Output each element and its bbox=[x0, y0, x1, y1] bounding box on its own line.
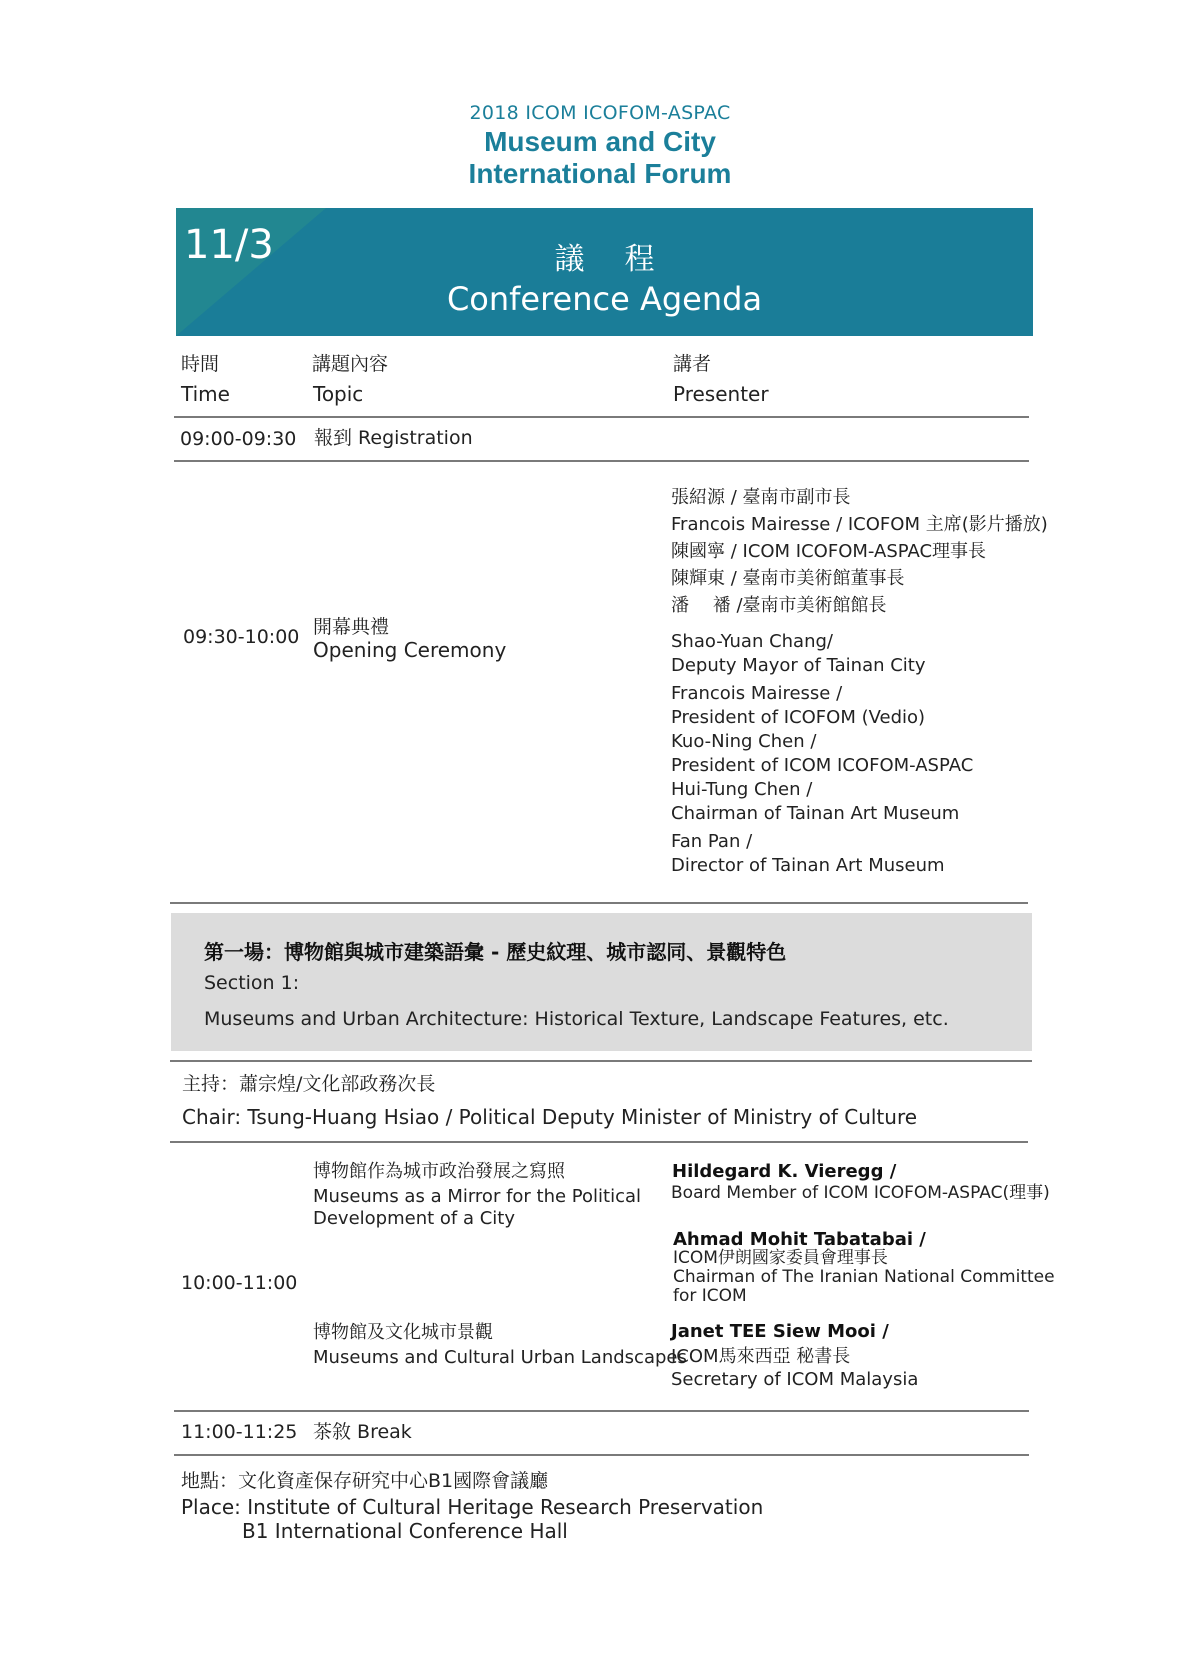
banner-date: 11/3 bbox=[184, 222, 274, 268]
divider bbox=[174, 460, 1029, 462]
break-time: 11:00-11:25 bbox=[181, 1421, 298, 1443]
presenter-2-role-en2: for ICOM bbox=[673, 1286, 747, 1306]
session-time: 10:00-11:00 bbox=[181, 1272, 298, 1294]
registration-time: 09:00-09:30 bbox=[180, 428, 297, 450]
chair-zh: 主持：蕭宗煌/文化部政務次長 bbox=[182, 1073, 436, 1095]
divider bbox=[170, 1060, 1032, 1062]
registration-topic: 報到 Registration bbox=[314, 427, 473, 449]
topic-1-en-line1: Museums as a Mirror for the Political bbox=[313, 1186, 642, 1207]
presenter-3-role-zh: ICOM馬來西亞 秘書長 bbox=[671, 1346, 851, 1367]
banner-title-en: Conference Agenda bbox=[446, 280, 763, 318]
divider bbox=[174, 416, 1029, 418]
section-1-label: Section 1: bbox=[204, 972, 300, 994]
divider bbox=[170, 902, 1028, 904]
place-zh: 地點：文化資產保存研究中心B1國際會議廳 bbox=[181, 1470, 549, 1492]
presenter-3-role bbox=[671, 1345, 918, 1391]
place-en-line1: Place: Institute of Cultural Heritage Research Preservation bbox=[181, 1495, 764, 1519]
presenter-2-role bbox=[673, 1249, 1055, 1306]
presenter-2-name: Ahmad Mohit Tabatabai / bbox=[673, 1229, 926, 1250]
opening-presenters-en bbox=[671, 630, 973, 878]
forum-title-line1: Museum and City bbox=[484, 126, 716, 157]
presenter-3-name: Janet TEE Siew Mooi / bbox=[671, 1321, 889, 1342]
divider bbox=[170, 1141, 1028, 1143]
agenda-banner bbox=[176, 208, 1033, 336]
topic-1-en-line2: Development of a City bbox=[313, 1208, 515, 1229]
chair-en: Chair: Tsung-Huang Hsiao / Political Deputy Minister of Ministry of Culture bbox=[182, 1105, 918, 1129]
column-presenter-zh: 講者 bbox=[673, 353, 712, 375]
presenter-line: President of ICOM ICOFOM-ASPAC bbox=[671, 755, 974, 776]
topic-1-en bbox=[313, 1186, 641, 1230]
column-presenter-en: Presenter bbox=[673, 382, 769, 406]
divider bbox=[174, 1410, 1029, 1412]
presenter-line: Francois Mairesse / ICOFOM 主席(影片播放) bbox=[671, 514, 1048, 535]
break-label: 茶敘 Break bbox=[313, 1421, 412, 1443]
presenter-line: Chairman of Tainan Art Museum bbox=[671, 803, 960, 824]
presenter-line: President of ICOFOM (Vedio) bbox=[671, 707, 926, 728]
presenter-2-role-zh: ICOM伊朗國家委員會理事長 bbox=[673, 1248, 888, 1268]
presenter-line: Hui-Tung Chen / bbox=[671, 779, 813, 800]
column-time-en: Time bbox=[181, 382, 230, 406]
opening-topic-zh: 開幕典禮 bbox=[313, 616, 390, 638]
presenter-1-name: Hildegard K. Vieregg / bbox=[672, 1161, 897, 1182]
presenter-3-role-en: Secretary of ICOM Malaysia bbox=[671, 1369, 919, 1390]
presenter-line: Fan Pan / bbox=[671, 831, 753, 852]
presenter-2-role-en1: Chairman of The Iranian National Committee bbox=[673, 1267, 1055, 1287]
column-time-zh: 時間 bbox=[181, 353, 220, 375]
place-en-line2: B1 International Conference Hall bbox=[242, 1519, 568, 1543]
opening-presenters-zh bbox=[671, 484, 1048, 619]
divider bbox=[174, 1454, 1029, 1456]
column-topic-en: Topic bbox=[313, 382, 364, 406]
presenter-line: Director of Tainan Art Museum bbox=[671, 855, 945, 876]
presenter-line: Deputy Mayor of Tainan City bbox=[671, 655, 926, 676]
presenter-line: Shao-Yuan Chang/ bbox=[671, 631, 833, 652]
presenter-line: 陳輝東 / 臺南市美術館董事長 bbox=[671, 568, 905, 589]
presenter-line: 潘 襎 /臺南市美術館館長 bbox=[671, 595, 887, 616]
presenter-1-role: Board Member of ICOM ICOFOM-ASPAC(理事) bbox=[671, 1183, 1050, 1203]
presenter-line: Kuo-Ning Chen / bbox=[671, 731, 817, 752]
opening-time: 09:30-10:00 bbox=[183, 626, 300, 648]
forum-subtitle: 2018 ICOM ICOFOM-ASPAC bbox=[469, 102, 731, 124]
section-1-title-zh: 第一場：博物館與城市建築語彙 - 歷史紋理、城市認同、景觀特色 bbox=[204, 940, 787, 964]
banner-title-zh: 議程 bbox=[554, 242, 695, 277]
section-1-box bbox=[171, 913, 1032, 1051]
section-1-title-en: Museums and Urban Architecture: Historical Texture, Landscape Features, etc. bbox=[204, 1008, 949, 1030]
forum-title-line2: International Forum bbox=[468, 158, 732, 189]
presenter-line: 陳國寧 / ICOM ICOFOM-ASPAC理事長 bbox=[671, 541, 987, 562]
topic-1-zh: 博物館作為城市政治發展之寫照 bbox=[313, 1161, 565, 1182]
topic-2-zh: 博物館及文化城市景觀 bbox=[313, 1322, 493, 1343]
topic-2-en: Museums and Cultural Urban Landscapes bbox=[313, 1347, 687, 1368]
presenter-line: 張紹源 / 臺南市副市長 bbox=[671, 487, 851, 508]
opening-topic-en: Opening Ceremony bbox=[313, 638, 507, 662]
column-topic-zh: 講題內容 bbox=[312, 353, 389, 375]
presenter-line: Francois Mairesse / bbox=[671, 683, 843, 704]
